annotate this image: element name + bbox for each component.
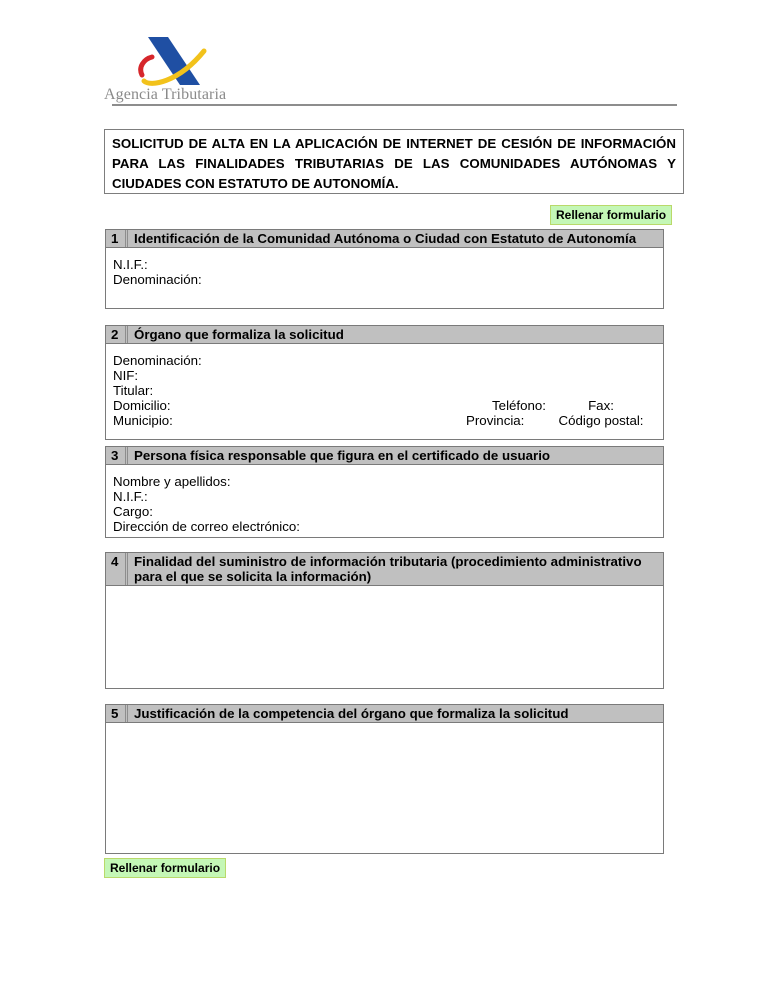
field-label-domicilio: Domicilio: — [113, 398, 171, 413]
section-number: 1 — [106, 230, 128, 247]
field-label-telefono: Teléfono: — [492, 398, 546, 413]
field-label-codigo-postal: Código postal: — [558, 413, 644, 428]
section-1-identification — [105, 229, 664, 309]
section-title: Identificación de la Comunidad Autónoma o Ciudad con Estatuto de Autonomía — [134, 231, 637, 246]
section-body[interactable] — [106, 248, 663, 287]
section-body[interactable] — [106, 344, 663, 428]
field-label-provincia: Provincia: — [466, 413, 525, 428]
section-body-empty[interactable] — [106, 586, 663, 595]
section-body-empty[interactable] — [106, 723, 663, 732]
logo-text: Agencia Tributaria — [104, 86, 227, 103]
field-row-domicilio — [113, 398, 656, 413]
section-5-justification — [105, 704, 664, 854]
header-divider — [112, 104, 677, 106]
field-row-municipio — [113, 413, 656, 428]
section-number: 5 — [106, 705, 128, 722]
field-label-nif: NIF: — [113, 368, 139, 383]
section-3-responsible-person — [105, 446, 664, 538]
field-label-nif: N.I.F.: — [113, 257, 148, 272]
section-title: Justificación de la competencia del órgano que formaliza la solicitud — [134, 706, 569, 721]
fill-form-button-top[interactable]: Rellenar formulario — [550, 205, 672, 225]
field-label-email: Dirección de correo electrónico: — [113, 519, 300, 534]
agencia-tributaria-logo-icon — [138, 35, 210, 87]
section-number: 4 — [106, 553, 128, 585]
section-body[interactable] — [106, 465, 663, 534]
section-header — [106, 230, 663, 248]
section-title: Órgano que formaliza la solicitud — [134, 327, 344, 342]
field-label-fax: Fax: — [588, 398, 614, 413]
section-header — [106, 326, 663, 344]
field-label-nombre: Nombre y apellidos: — [113, 474, 231, 489]
section-number: 3 — [106, 447, 128, 464]
document-title: SOLICITUD DE ALTA EN LA APLICACIÓN DE INTERNET DE CESIÓN DE INFORMACIÓN PARA LAS FINALIDADES TRIBUTARIAS DE LAS COMUNIDADES AUTÓNOMAS Y CIUDADES CON ESTATUTO DE AUTONOMÍA. — [104, 129, 684, 194]
section-2-organ — [105, 325, 664, 440]
field-label-denominacion: Denominación: — [113, 353, 202, 368]
section-header — [106, 447, 663, 465]
agency-logo — [104, 32, 244, 106]
section-title: Finalidad del suministro de información tributaria (procedimiento administrativo para el que se solicita la información) — [134, 554, 642, 584]
field-label-denominacion: Denominación: — [113, 272, 202, 287]
field-label-titular: Titular: — [113, 383, 154, 398]
field-label-cargo: Cargo: — [113, 504, 153, 519]
section-4-purpose — [105, 552, 664, 689]
fill-form-button-bottom[interactable]: Rellenar formulario — [104, 858, 226, 878]
section-title: Persona física responsable que figura en el certificado de usuario — [134, 448, 551, 463]
field-label-municipio: Municipio: — [113, 413, 173, 428]
section-number: 2 — [106, 326, 128, 343]
field-label-nif: N.I.F.: — [113, 489, 148, 504]
section-header — [106, 705, 663, 723]
section-header — [106, 553, 663, 586]
